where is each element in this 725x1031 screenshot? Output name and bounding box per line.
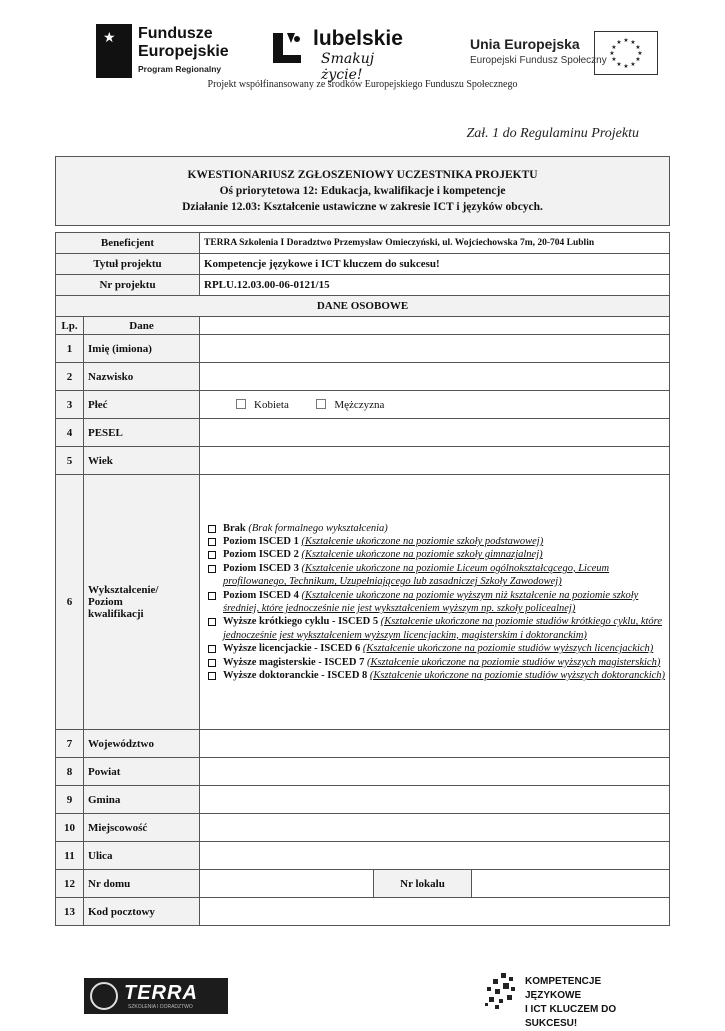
table-row-education xyxy=(56,475,670,730)
svg-text:★: ★ xyxy=(623,37,629,44)
row-number: 13 xyxy=(56,898,84,926)
table-row xyxy=(56,786,670,814)
postal-code-field[interactable] xyxy=(200,898,670,926)
gender-field xyxy=(200,391,670,419)
row-label: PESEL xyxy=(84,419,200,447)
table-row xyxy=(56,730,670,758)
fe-logo-line: Fundusze xyxy=(138,25,213,42)
option-desc: (Kształcenie ukończone na poziomie szkoły podstawowej) xyxy=(301,535,544,547)
lubelskie-logo xyxy=(271,27,411,83)
fe-logo-line: Europejskie xyxy=(138,43,229,60)
pixel-dots-icon xyxy=(483,971,519,1011)
col-header-dane: Dane xyxy=(84,317,200,335)
education-option[interactable] xyxy=(204,548,665,561)
form-title-row xyxy=(56,157,670,226)
county-field[interactable] xyxy=(200,758,670,786)
svg-text:★: ★ xyxy=(611,44,617,51)
ue-subtitle: Europejski Fundusz Społeczny xyxy=(470,55,607,66)
row-number: 12 xyxy=(56,870,84,898)
svg-text:★: ★ xyxy=(635,56,641,63)
age-field[interactable] xyxy=(200,447,670,475)
table-row xyxy=(56,335,670,363)
row-label: Województwo xyxy=(84,730,200,758)
gender-option-label: Kobieta xyxy=(254,398,289,411)
house-number-field[interactable] xyxy=(200,870,374,898)
project-logo xyxy=(483,969,643,1029)
project-logo-line: KOMPETENCJE JĘZYKOWE xyxy=(525,976,602,1001)
project-logo-text xyxy=(525,975,643,1031)
svg-text:★: ★ xyxy=(630,39,636,46)
row-number: 3 xyxy=(56,391,84,419)
lubelskie-mark-icon xyxy=(271,29,307,67)
beneficiary-value: TERRA Szkolenia I Doradztwo Przemysław Omieczyński, ul. Wojciechowska 7m, 20-704 Lublin xyxy=(200,233,670,254)
project-title-value: Kompetencje językowe i ICT kluczem do sukcesu! xyxy=(200,254,670,275)
checkbox-icon[interactable] xyxy=(208,565,216,573)
table-row xyxy=(56,419,670,447)
row-label: Gmina xyxy=(84,786,200,814)
table-row xyxy=(56,898,670,926)
option-name: Poziom ISCED 1 xyxy=(223,535,299,547)
ue-name: Unia Europejska xyxy=(470,36,580,52)
surname-field[interactable] xyxy=(200,363,670,391)
checkbox-kobieta[interactable] xyxy=(236,399,246,409)
row-number: 10 xyxy=(56,814,84,842)
info-label: Nr projektu xyxy=(56,275,200,296)
table-row xyxy=(56,363,670,391)
table-row xyxy=(56,814,670,842)
info-label: Beneficjent xyxy=(56,233,200,254)
education-option[interactable] xyxy=(204,562,665,589)
terra-subtitle: SZKOLENIA I DORADZTWO xyxy=(128,1004,193,1010)
attachment-label: Zał. 1 do Regulaminu Projektu xyxy=(466,126,639,141)
education-option[interactable] xyxy=(204,669,665,682)
fe-logo-text xyxy=(138,25,229,61)
fe-star-icon: ★ xyxy=(96,24,132,78)
globe-icon xyxy=(90,982,118,1010)
table-row xyxy=(56,447,670,475)
option-name: Wyższe doktoranckie - ISCED 8 xyxy=(223,670,368,682)
checkbox-mezczyzna[interactable] xyxy=(316,399,326,409)
row-label xyxy=(84,475,200,730)
row-label-line: Wykształcenie/ xyxy=(88,584,159,596)
option-desc: (Kształcenie ukończone na poziomie szkoły gimnazjalnej) xyxy=(301,549,543,561)
info-label: Tytuł projektu xyxy=(56,254,200,275)
commune-field[interactable] xyxy=(200,786,670,814)
checkbox-icon[interactable] xyxy=(208,618,216,626)
registration-form xyxy=(55,156,670,926)
row-label: Nazwisko xyxy=(84,363,200,391)
education-option[interactable] xyxy=(204,656,665,669)
option-name: Poziom ISCED 2 xyxy=(223,549,299,561)
checkbox-icon[interactable] xyxy=(208,525,216,533)
row-number: 5 xyxy=(56,447,84,475)
table-row xyxy=(56,391,670,419)
info-row-title xyxy=(56,254,670,275)
terra-logo xyxy=(84,978,228,1014)
eu-flag-icon xyxy=(594,31,658,75)
fundusze-europejskie-logo xyxy=(96,22,246,80)
option-name: Wyższe magisterskie - ISCED 7 xyxy=(223,656,365,668)
option-name: Poziom ISCED 4 xyxy=(223,589,299,601)
row-label: Nr domu xyxy=(84,870,200,898)
voivodeship-field[interactable] xyxy=(200,730,670,758)
svg-text:★: ★ xyxy=(623,63,629,70)
checkbox-icon[interactable] xyxy=(208,592,216,600)
apartment-number-field[interactable] xyxy=(472,870,670,898)
svg-text:★: ★ xyxy=(611,56,617,63)
row-label: Imię (imiona) xyxy=(84,335,200,363)
table-row xyxy=(56,842,670,870)
apartment-number-label: Nr lokalu xyxy=(374,870,472,898)
lubelskie-name: lubelskie xyxy=(313,27,403,50)
project-number-value: RPLU.12.03.00-06-0121/15 xyxy=(200,275,670,296)
col-header-lp: Lp. xyxy=(56,317,84,335)
education-option[interactable] xyxy=(204,642,665,655)
row-label: Ulica xyxy=(84,842,200,870)
terra-name: TERRA xyxy=(124,982,198,1004)
option-desc: (Kształcenie ukończone na poziomie Liceum ogólnokształcącego, Liceum profilowanego, Technikum, Uzupełniającego lub zasadniczej Szkoły Zawodowej) xyxy=(223,562,610,588)
lubelskie-slogan: Smakuj życie! xyxy=(321,51,375,83)
row-label: Wiek xyxy=(84,447,200,475)
row-number: 2 xyxy=(56,363,84,391)
education-option[interactable] xyxy=(204,522,665,535)
column-header-row xyxy=(56,317,670,335)
education-list xyxy=(204,522,665,683)
street-field[interactable] xyxy=(200,842,670,870)
option-name: Wyższe licencjackie - ISCED 6 xyxy=(223,643,361,655)
checkbox-icon[interactable] xyxy=(208,551,216,559)
education-options xyxy=(200,475,670,730)
row-number: 1 xyxy=(56,335,84,363)
checkbox-icon[interactable] xyxy=(208,672,216,680)
svg-text:★: ★ xyxy=(630,61,636,68)
row-label: Kod pocztowy xyxy=(84,898,200,926)
row-number: 9 xyxy=(56,786,84,814)
education-option[interactable] xyxy=(204,589,665,616)
row-number: 11 xyxy=(56,842,84,870)
option-name: Wyższe krótkiego cyklu - ISCED 5 xyxy=(223,616,379,628)
info-row-number xyxy=(56,275,670,296)
fe-logo-subtitle: Program Regionalny xyxy=(138,64,222,74)
option-name: Brak xyxy=(223,522,246,534)
section-row xyxy=(56,296,670,317)
option-name: Poziom ISCED 3 xyxy=(223,562,299,574)
row-label: Powiat xyxy=(84,758,200,786)
checkbox-icon[interactable] xyxy=(208,659,216,667)
row-number: 6 xyxy=(56,475,84,730)
form-title-line: Oś priorytetowa 12: Edukacja, kwalifikacje i kompetencje xyxy=(219,185,506,197)
option-desc: (Kształcenie ukończone na poziomie studiów wyższych magisterskich) xyxy=(366,656,661,668)
cofinancing-note: Projekt współfinansowany ze środków Europejskiego Funduszu Społecznego xyxy=(207,79,518,90)
option-desc: (Kształcenie ukończone na poziomie studiów wyższych licencjackich) xyxy=(362,643,654,655)
option-desc: (Kształcenie ukończone na poziomie studiów wyższych doktoranckich) xyxy=(369,670,666,682)
gender-option-label: Mężczyzna xyxy=(334,398,385,411)
pesel-field[interactable] xyxy=(200,419,670,447)
info-row-beneficjent xyxy=(56,233,670,254)
first-name-field[interactable] xyxy=(200,335,670,363)
svg-text:★: ★ xyxy=(616,61,622,68)
svg-text:★: ★ xyxy=(616,39,622,46)
svg-text:★: ★ xyxy=(637,50,643,57)
table-row xyxy=(56,758,670,786)
form-title xyxy=(56,157,670,226)
education-option[interactable] xyxy=(204,615,665,642)
checkbox-icon[interactable] xyxy=(208,645,216,653)
row-number: 7 xyxy=(56,730,84,758)
svg-text:★: ★ xyxy=(635,44,641,51)
spacer xyxy=(56,226,670,233)
row-label-line: kwalifikacji xyxy=(88,608,144,620)
row-label-line: Poziom xyxy=(88,596,123,608)
option-desc: (Kształcenie ukończone na poziomie wyższym niż kształcenie na poziomie szkoły średniej, które jednocześnie nie jest wykształceniem wyższym np. szkoły policealnej) xyxy=(223,589,639,614)
svg-text:★: ★ xyxy=(609,50,615,57)
checkbox-icon[interactable] xyxy=(208,538,216,546)
col-header-blank xyxy=(200,317,670,335)
project-logo-line: I ICT KLUCZEM DO SUKCESU! xyxy=(525,1004,617,1029)
town-field[interactable] xyxy=(200,814,670,842)
education-option[interactable] xyxy=(204,535,665,548)
row-number: 8 xyxy=(56,758,84,786)
section-title: DANE OSOBOWE xyxy=(56,296,670,317)
form-title-line: Działanie 12.03: Kształcenie ustawiczne w zakresie ICT i języków obcych. xyxy=(182,201,543,213)
row-number: 4 xyxy=(56,419,84,447)
row-label: Płeć xyxy=(84,391,200,419)
option-desc: (Kształcenie ukończone na poziomie studiów krótkiego cyklu, które jednocześnie jest wykształceniem wyższym licencjackim, magisterskim i doktoranckim) xyxy=(223,616,662,641)
table-row xyxy=(56,870,670,898)
row-label: Miejscowość xyxy=(84,814,200,842)
option-desc: (Brak formalnego wykształcenia) xyxy=(248,522,388,534)
form-title-line: KWESTIONARIUSZ ZGŁOSZENIOWY UCZESTNIKA PROJEKTU xyxy=(187,169,538,181)
